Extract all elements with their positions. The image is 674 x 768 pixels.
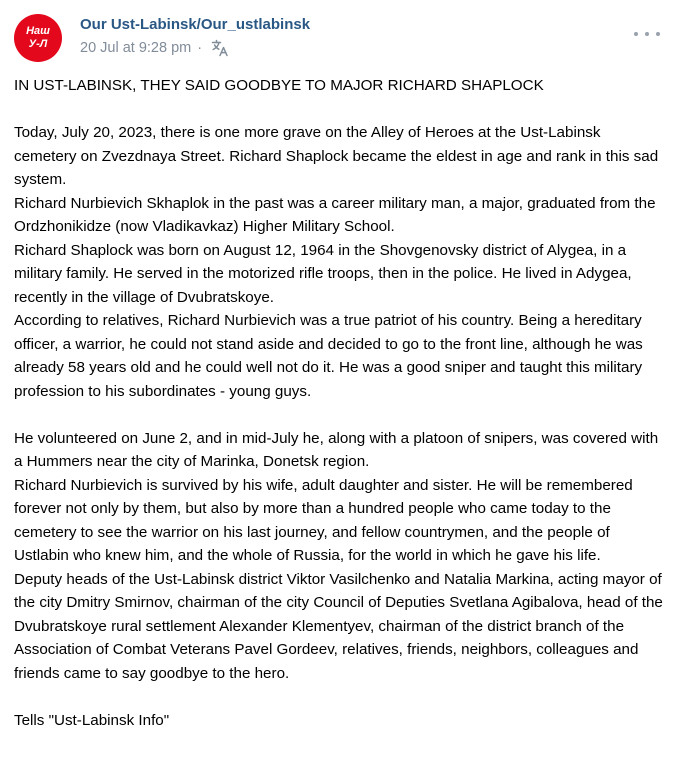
post-date-link[interactable]: 20 Jul at 9:28 pm — [80, 40, 192, 56]
blank-line — [14, 685, 664, 709]
post-source: Tells "Ust-Labinsk Info" — [14, 711, 170, 729]
text-line: Richard Shaplock was born on August 12, 1964 in the Shovgenovsky district of Alygea, in a military family. He served in the motorized rifle troops, then in the police. He lived in Adygea, recently in the village of Dvubratskoye. — [14, 241, 632, 306]
post-title: IN UST-LABINSK, THEY SAID GOODBYE TO MAJOR RICHARD SHAPLOCK — [14, 77, 544, 94]
avatar-text-line1: Наш — [26, 25, 50, 37]
blank-line — [14, 98, 664, 122]
text-line: Deputy heads of the Ust-Labinsk district Viktor Vasilchenko and Natalia Markina, acting mayor of the city Dmitry Smirnov, chairman of the city Council of Deputies Svetlana Agibalova, head of the Dvubratskoye rural settlement Alexander Klementyev, chairman of the district branch of the Association of Combat Veterans Pavel Gordeev, relatives, friends, neighbors, colleagues and friends came to say goodbye to the hero. — [14, 570, 663, 682]
text-line: Richard Nurbievich Skhaplok in the past was a career military man, a major, graduated from the Ordzhonikidze (now Vladikavkaz) Higher Military School. — [14, 194, 656, 235]
text-line: According to relatives, Richard Nurbievich was a true patriot of his country. Being a hereditary officer, a warrior, he could not stand aside and decided to go to the front line, although he was already 58 years old and he could well not do it. He was a good sniper and taught this military profession to his subordinates - young guys. — [14, 312, 643, 400]
post-text — [14, 74, 664, 732]
post-header — [14, 14, 660, 62]
post-meta — [80, 39, 229, 57]
more-dot — [634, 32, 638, 36]
more-options-button[interactable] — [634, 24, 660, 44]
blank-line — [14, 403, 664, 427]
more-dot — [656, 32, 660, 36]
community-name-link[interactable]: Our Ust-Labinsk/Our_ustlabinsk — [80, 16, 311, 33]
text-line: Richard Nurbievich is survived by his wife, adult daughter and sister. He will be remembered forever not only by them, but also by more than a hundred people who came today to the cemetery to see the warrior on his last journey, and fellow countrymen, and the people of Ustlabin who knew him, and the whole of Russia, for the world in which he gave his life. — [14, 476, 633, 564]
text-line: He volunteered on June 2, and in mid-July he, along with a platoon of snipers, was covered with a Hummers near the city of Marinka, Donetsk region. — [14, 429, 659, 470]
text-line: Today, July 20, 2023, there is one more grave on the Alley of Heroes at the Ust-Labinsk cemetery on Zvezdnaya Street. Richard Shaplock became the eldest in age and rank in this sad system. — [14, 124, 659, 188]
meta-separator: · — [197, 40, 203, 56]
translate-icon[interactable] — [211, 39, 229, 57]
community-avatar[interactable] — [14, 14, 62, 62]
more-dot — [645, 32, 649, 36]
avatar-text-line2: У-Л — [28, 38, 48, 50]
